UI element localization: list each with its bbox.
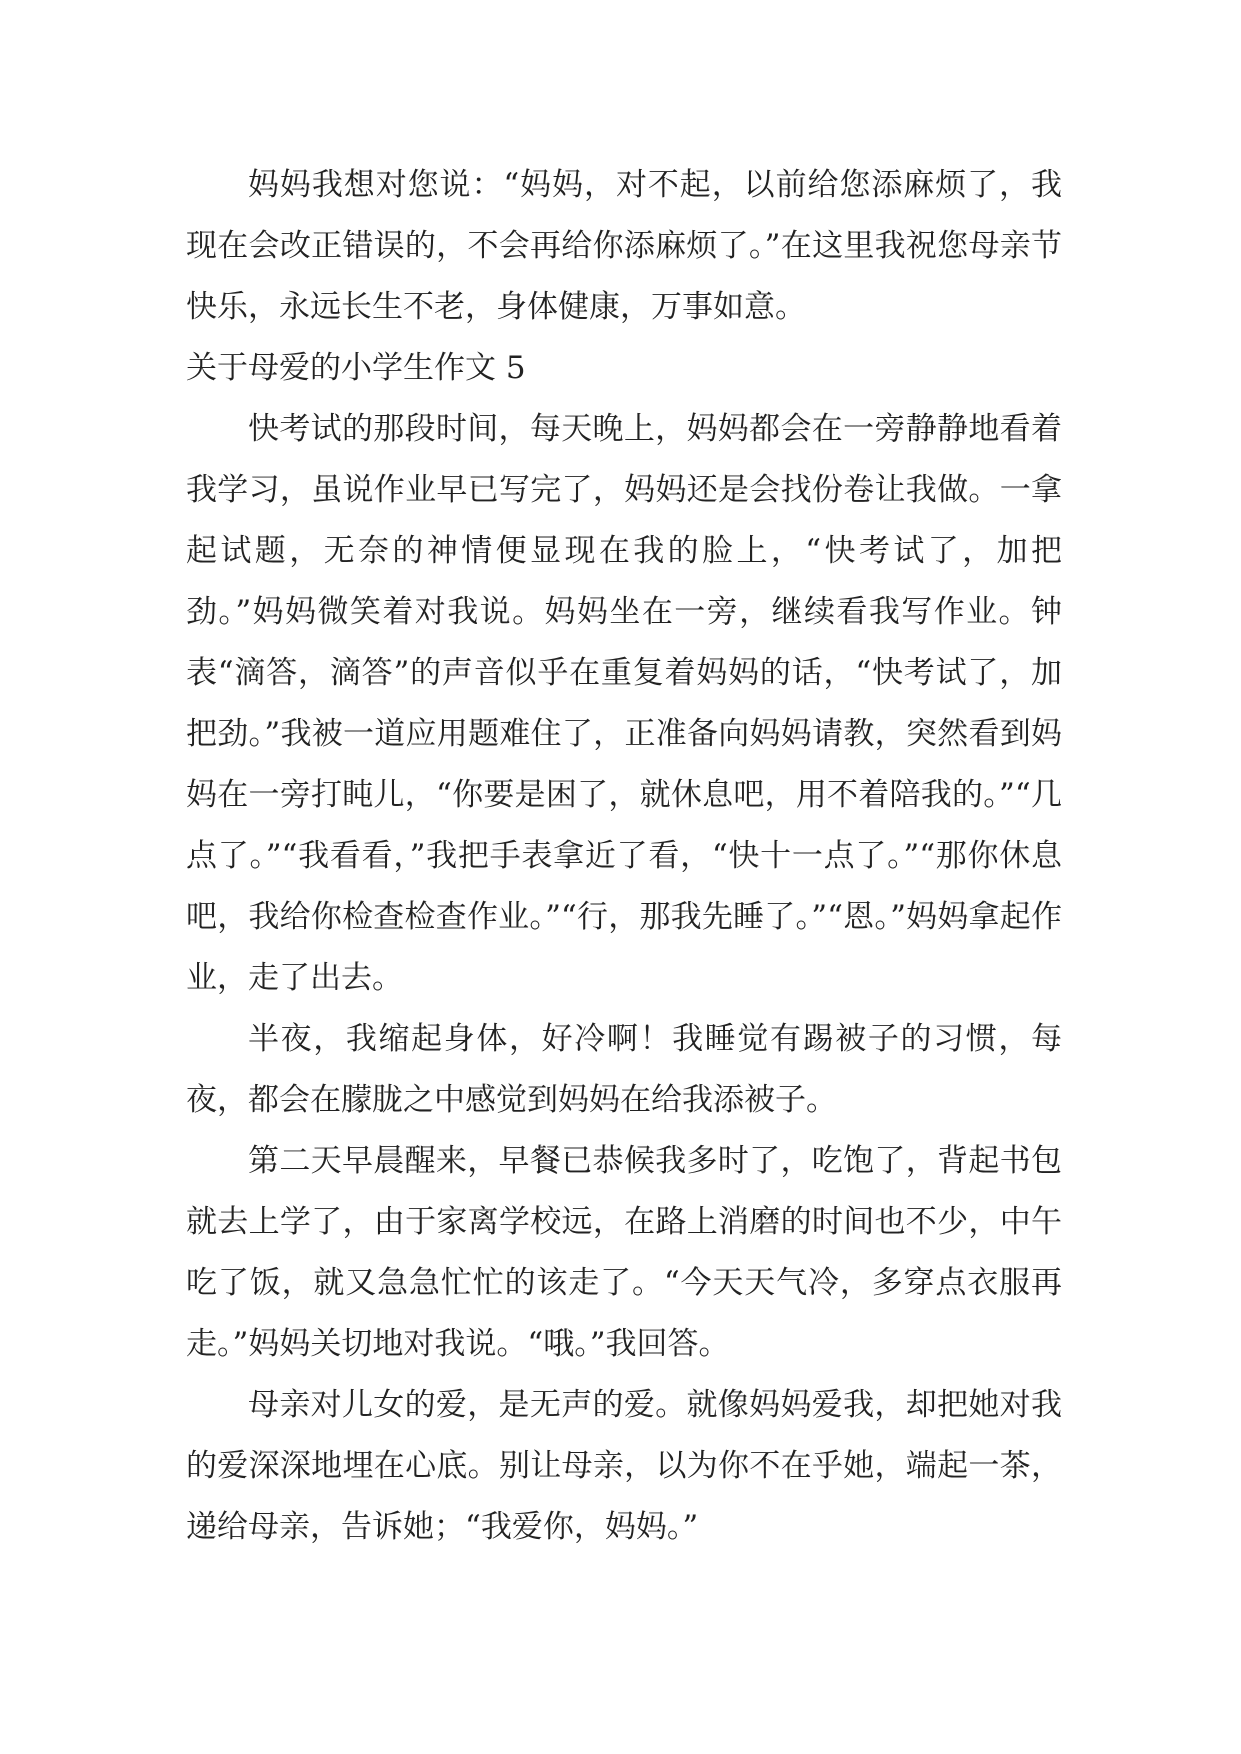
section-title: 关于母爱的小学生作文 5: [186, 350, 526, 386]
paragraph-closing-wish: 妈妈我想对您说：“妈妈，对不起，以前给您添麻烦了，我现在会改正错误的，不会再给你添麻烦了。”在这里我祝您母亲节快乐，永远长生不老，身体健康，万事如意。: [186, 167, 1062, 325]
paragraph-exam-night: 快考试的那段时间，每天晚上，妈妈都会在一旁静静地看着我学习，虽说作业早已写完了，妈妈还是会找份卷让我做。一拿起试题，无奈的神情便显现在我的脸上，“快考试了，加把劲。”妈妈微笑着对我说。妈妈坐在一旁，继续看我写作业。钟表“滴答，滴答”的声音似乎在重复着妈妈的话，“快考试了，加把劲。”我被一道应用题难住了，正准备向妈妈请教，突然看到妈妈在一旁打盹儿，“你要是困了，就休息吧，用不着陪我的。”“几点了。”“我看看，”我把手表拿近了看，“快十一点了。”“那你休息吧，我给你检查检查作业。”“行，那我先睡了。”“恩。”妈妈拿起作业，走了出去。: [186, 411, 1062, 996]
paragraph-next-morning: 第二天早晨醒来，早餐已恭候我多时了，吃饱了，背起书包就去上学了，由于家离学校远，在路上消磨的时间也不少，中午吃了饭，就又急急忙忙的该走了。“今天天气冷，多穿点衣服再走。”妈妈关切地对我说。“哦。”我回答。: [186, 1143, 1062, 1362]
paragraph-silent-love: 母亲对儿女的爱，是无声的爱。就像妈妈爱我，却把她对我的爱深深地埋在心底。别让母亲，以为你不在乎她，端起一茶，递给母亲，告诉她；“我爱你，妈妈。”: [186, 1387, 1062, 1545]
paragraph-midnight: 半夜，我缩起身体，好冷啊！我睡觉有踢被子的习惯，每夜，都会在朦胧之中感觉到妈妈在给我添被子。: [186, 1021, 1062, 1118]
document-body: [186, 155, 1062, 1558]
